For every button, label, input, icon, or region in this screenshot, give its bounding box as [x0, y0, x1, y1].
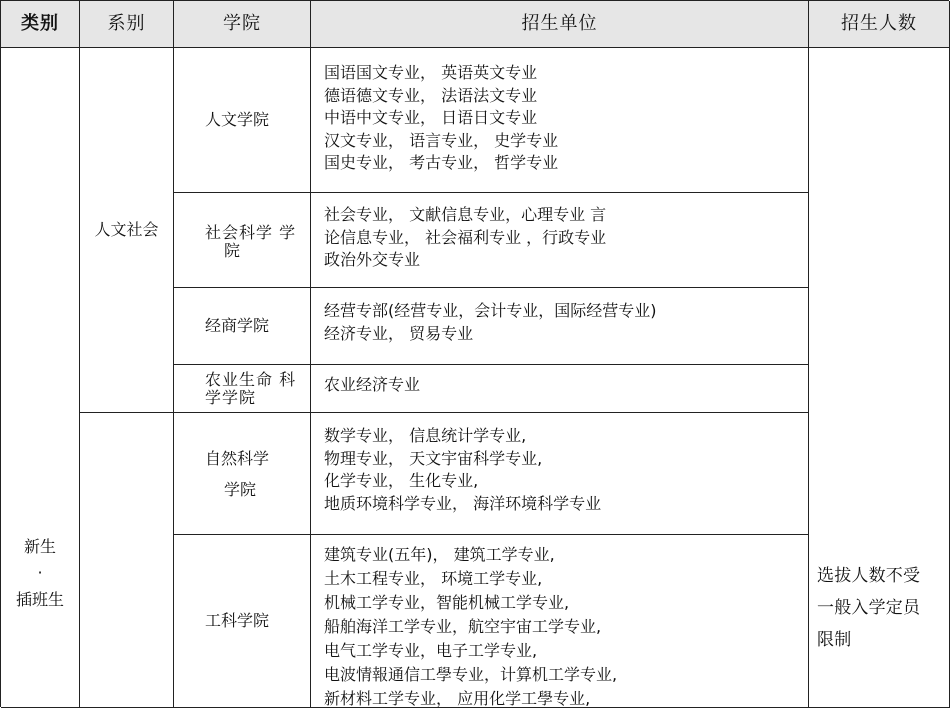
department-humanities-social: 人文社会 [80, 48, 174, 413]
college-engineering [174, 535, 311, 708]
college-business-label: 经商学院 [205, 315, 270, 335]
college-humanities [174, 48, 311, 193]
units-social-science [311, 193, 809, 288]
department-science-engineering [80, 413, 174, 708]
unit-line: 政治外交专业 [324, 250, 421, 269]
unit-line: 机械工学专业，智能机械工学专业, [324, 593, 570, 612]
college-agriculture [174, 365, 311, 413]
unit-line: 电气工学专业，电子工学专业, [324, 641, 538, 660]
header-admission-unit: 招生单位 [311, 1, 809, 48]
category-cell [1, 48, 80, 708]
enrollment-note [817, 560, 947, 656]
unit-line: 化学专业， 生化专业, [324, 471, 479, 490]
units-humanities [311, 48, 809, 193]
enrollment-count-cell [809, 48, 950, 708]
category-text [1, 534, 79, 613]
unit-line: 国史专业， 考古专业， 哲学专业 [324, 153, 559, 172]
unit-line: 论信息专业， 社会福利专业 ，行政专业 [324, 227, 607, 247]
unit-line: 新材料工学专业， 应用化学工學专业, [324, 689, 591, 708]
unit-line: 汉文专业， 语言专业， 史学专业 [324, 130, 559, 150]
college-humanities-label: 人文学院 [205, 109, 270, 129]
unit-line: 物理专业， 天文宇宙科学专业, [324, 448, 543, 468]
college-agriculture-line-1: 农业生命 科 [205, 369, 297, 389]
college-natural-science [174, 413, 311, 535]
college-engineering-label: 工科学院 [205, 610, 270, 630]
unit-line: 建筑专业(五年)， 建筑工学专业, [324, 545, 555, 564]
unit-line: 中语中文专业， 日语日文专业 [324, 108, 538, 127]
unit-line: 土木工程专业， 环境工学专业, [324, 569, 543, 588]
college-agriculture-line-2: 学学院 [205, 387, 257, 407]
units-engineering [311, 535, 809, 708]
unit-line: 农业经济专业 [324, 375, 421, 394]
header-department: 系别 [80, 1, 174, 48]
college-business [174, 288, 311, 365]
category-new-student: 新生 [23, 537, 56, 556]
college-social-science [174, 193, 311, 288]
unit-line: 地质环境科学专业， 海洋环境科学专业 [324, 493, 602, 513]
units-agriculture [311, 365, 809, 413]
enrollment-note-line-1: 选拔人数不受 [817, 566, 921, 586]
category-transfer-student: 插班生 [15, 589, 64, 609]
enrollment-note-line-2: 一般入学定员 [817, 598, 921, 618]
unit-line: 经济专业， 贸易专业 [324, 323, 474, 343]
college-social-science-line-2: 院 [224, 241, 242, 260]
college-social-science-line-1: 社会科学 学 [205, 223, 297, 243]
unit-line: 国语国文专业， 英语英文专业 [324, 63, 538, 82]
header-college: 学院 [174, 1, 311, 48]
header-category: 类别 [1, 1, 80, 48]
college-natural-science-line-1: 自然科学 [205, 448, 270, 468]
units-business [311, 288, 809, 365]
units-natural-science [311, 413, 809, 535]
header-enrollment-count: 招生人数 [809, 1, 950, 48]
category-separator: · [37, 563, 43, 583]
unit-line: 数学专业， 信息统计学专业, [324, 426, 527, 445]
unit-line: 经营专部(经营专业，会计专业，国际经营专业) [324, 301, 657, 320]
unit-line: 社会专业， 文献信息专业，心理专业 言 [324, 205, 607, 224]
unit-line: 船舶海洋工学专业，航空宇宙工学专业, [324, 617, 602, 636]
enrollment-note-line-3: 限制 [817, 630, 852, 650]
unit-line: 德语德文专业， 法语法文专业 [324, 85, 538, 105]
college-natural-science-line-2: 学院 [224, 479, 257, 499]
unit-line: 电波情報通信工學专业，计算机工学专业, [324, 665, 618, 684]
